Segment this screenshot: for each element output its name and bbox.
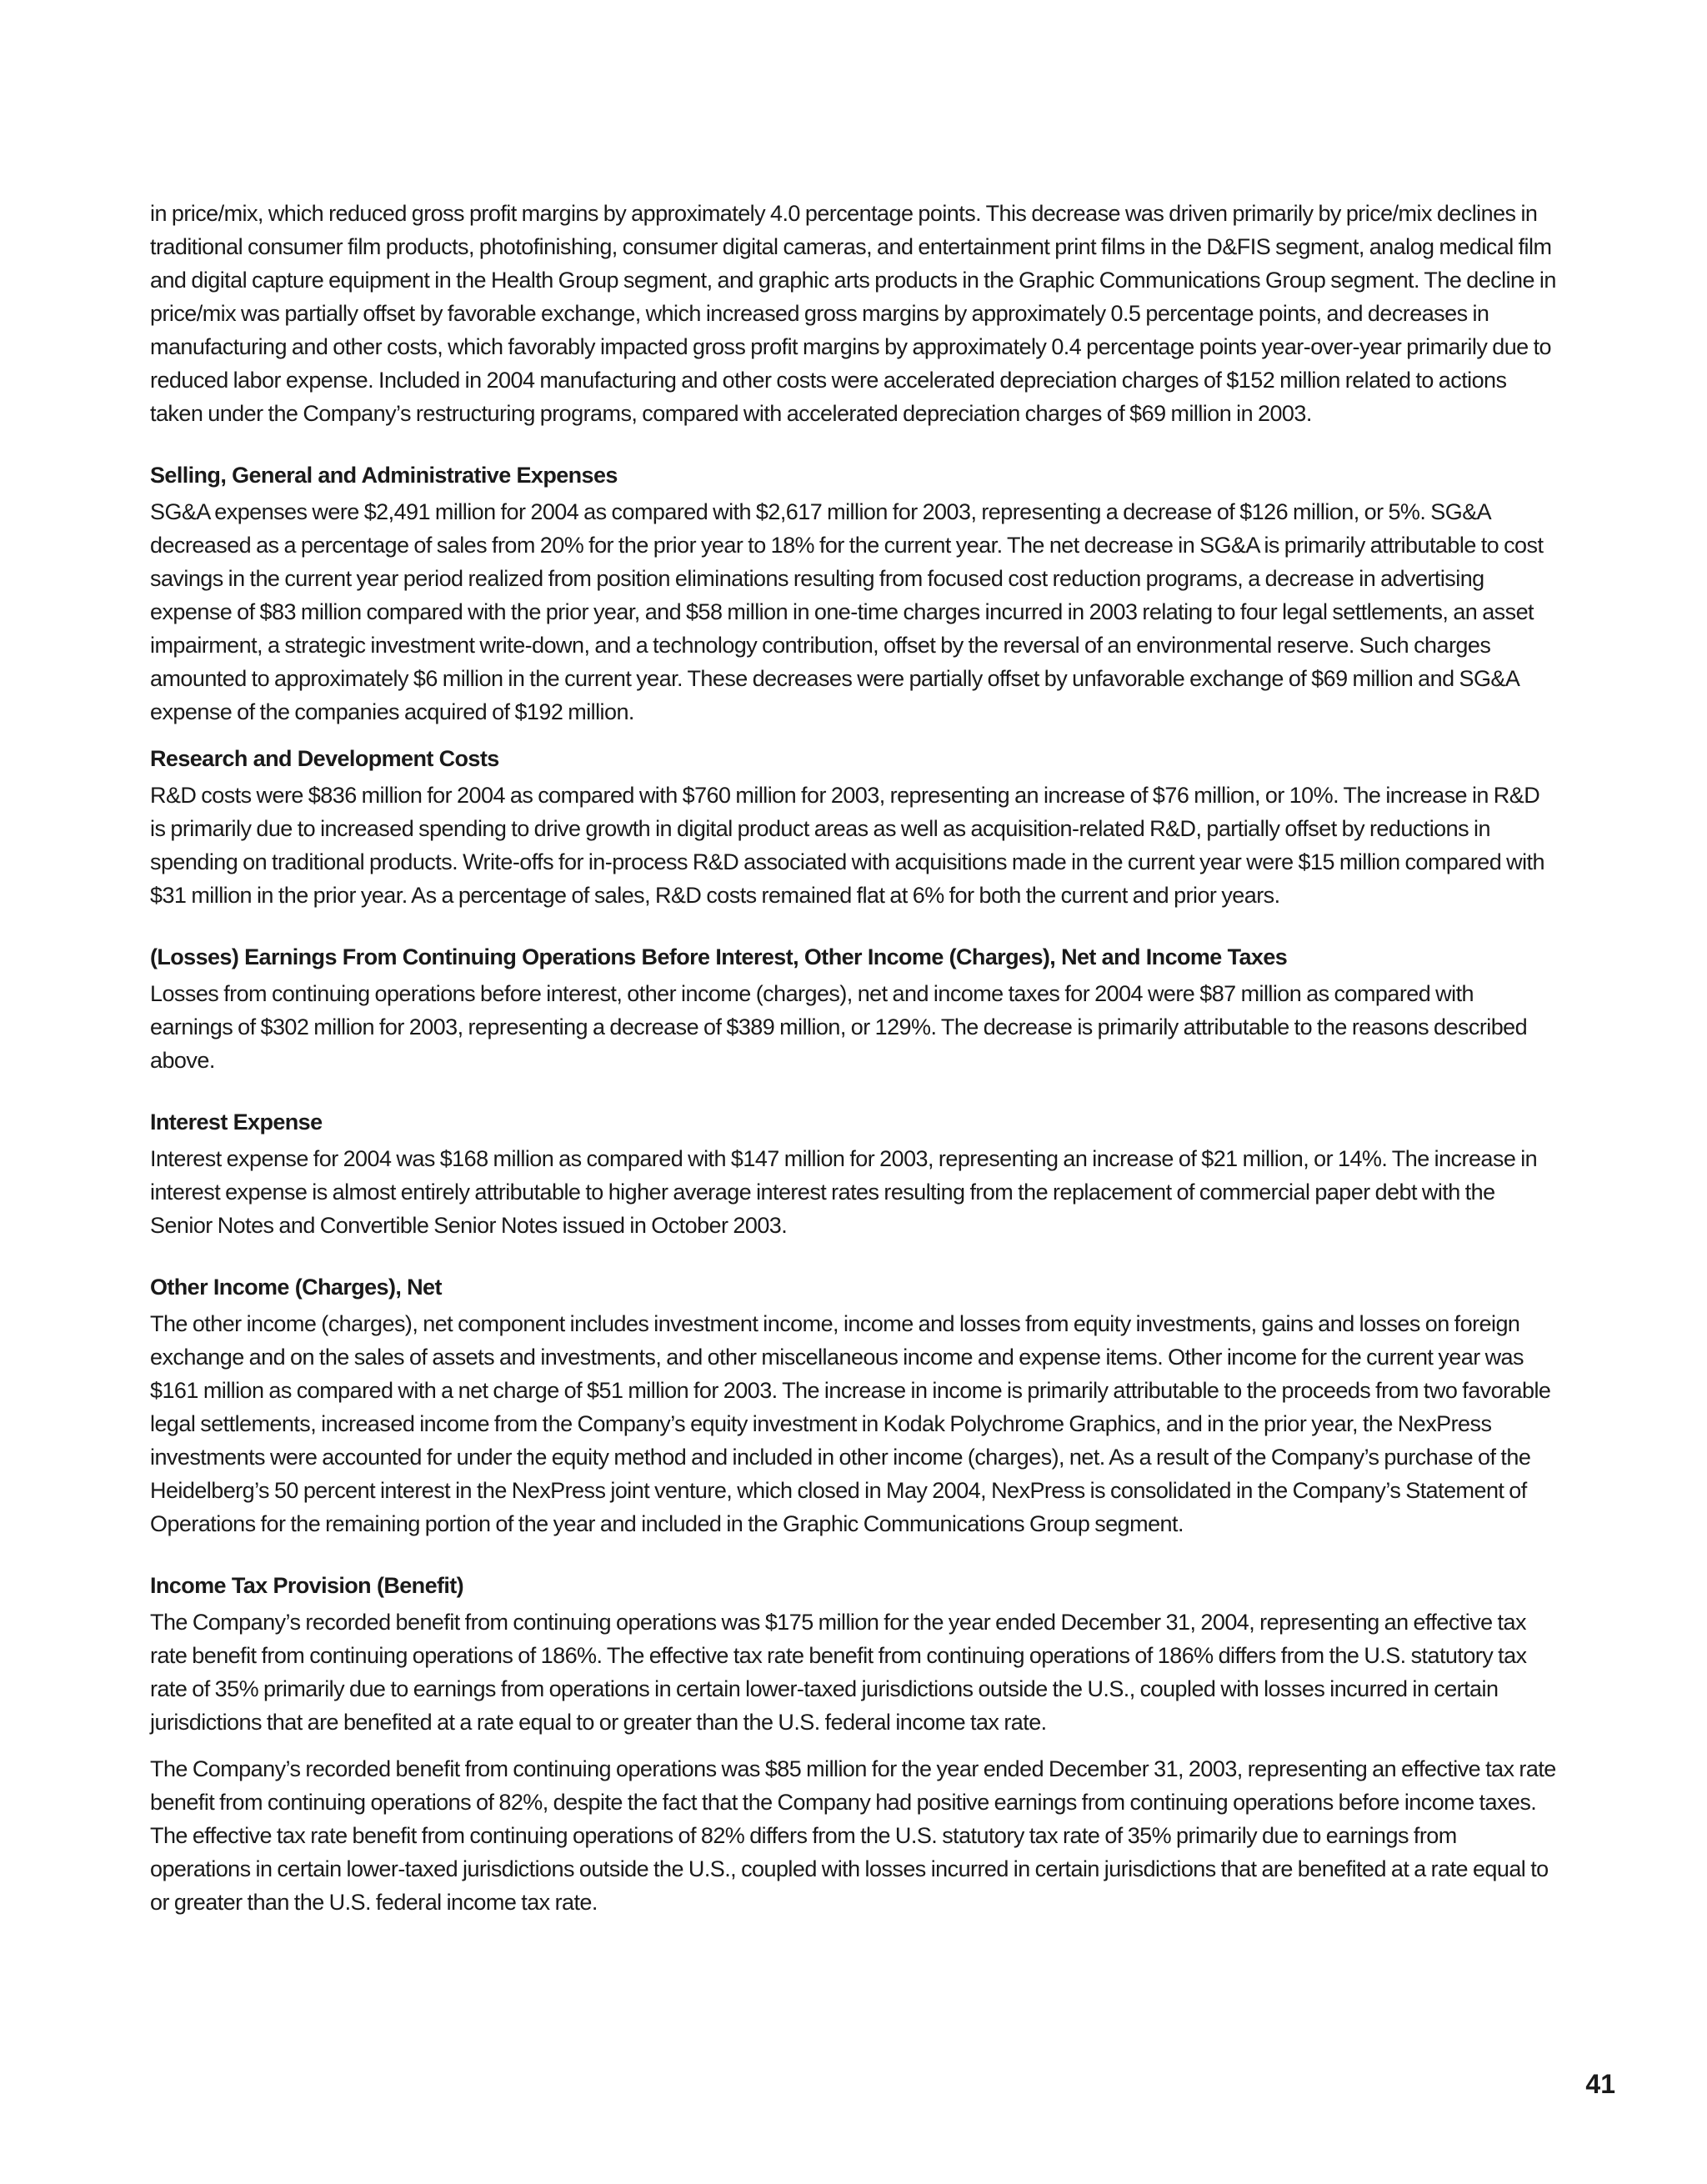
section-heading-income-tax: Income Tax Provision (Benefit) — [150, 1573, 464, 1598]
section-heading-losses-earnings: (Losses) Earnings From Continuing Operations Before Interest, Other Income (Charges), Net and Income Taxes — [150, 944, 1288, 969]
section-other-income — [150, 1270, 1559, 1540]
page-number: 41 — [1585, 2069, 1615, 2099]
section-sga — [150, 458, 1559, 729]
section-paragraph-losses-earnings: Losses from continuing operations before interest, other income (charges), net and income taxes for 2004 were $87 million as compared with earnings of $302 million for 2003, representing a decrease of $389 million, or 129%. The decrease is primarily attributable to the reasons described above. — [150, 981, 1528, 1073]
section-heading-sga: Selling, General and Administrative Expenses — [150, 463, 618, 488]
section-paragraph-interest-expense: Interest expense for 2004 was $168 million as compared with $147 million for 2003, representing an increase of $21 million, or 14%. The increase in interest expense is almost entirely attributable to higher average interest rates resulting from the replacement of commercial paper debt with the Senior Notes and Convertible Senior Notes issued in October 2003. — [150, 1146, 1538, 1238]
section-heading-other-income: Other Income (Charges), Net — [150, 1275, 442, 1300]
section-paragraph-rnd: R&D costs were $836 million for 2004 as compared with $760 million for 2003, representing an increase of $76 million, or 10%. The increase in R&D is primarily due to increased spending to drive growth in digital product areas as well as acquisition-related R&D, partially offset by reductions in spending on traditional products. Write-offs for in-process R&D associated with acquisitions made in the current year were $15 million compared with $31 million in the prior year. As a percentage of sales, R&D costs remained flat at 6% for both the current and prior years. — [150, 783, 1544, 908]
section-paragraph-other-income: The other income (charges), net component includes investment income, income and losses from equity investments, gains and losses on foreign exchange and on the sales of assets and investments, and other miscellaneous income and expense items. Other income for the current year was $161 million as compared with a net charge of $51 million for 2003. The increase in income is primarily attributable to the proceeds from two favorable legal settlements, increased income from the Company’s equity investment in Kodak Polychrome Graphics, and in the prior year, the NexPress investments were accounted for under the equity method and included in other income (charges), net. As a result of the Company’s purchase of the Heidelberg’s 50 percent interest in the NexPress joint venture, which closed in May 2004, NexPress is consolidated in the Company’s Statement of Operations for the remaining portion of the year and included in the Graphic Communications Group segment. — [150, 1311, 1551, 1536]
section-losses-earnings — [150, 940, 1559, 1077]
section-income-tax — [150, 1569, 1559, 1919]
section-paragraph-sga: SG&A expenses were $2,491 million for 2004 as compared with $2,617 million for 2003, representing a decrease of $126 million, or 5%. SG&A decreased as a percentage of sales from 20% for the prior year to 18% for the current year. The net decrease in SG&A is primarily attributable to cost savings in the current year period realized from position eliminations resulting from focused cost reduction programs, a decrease in advertising expense of $83 million compared with the prior year, and $58 million in one-time charges incurred in 2003 relating to four legal settlements, an asset impairment, a strategic investment write-down, and a technology contribution, offset by the reversal of an environmental reserve. Such charges amounted to approximately $6 million in the current year. These decreases were partially offset by unfavorable exchange of $69 million and SG&A expense of the companies acquired of $192 million. — [150, 499, 1544, 724]
intro-paragraph: in price/mix, which reduced gross profit margins by approximately 4.0 percentage points. This decrease was driven primarily by price/mix declines in traditional consumer film products, photofinishing, consumer digital cameras, and entertainment print films in the D&FIS segment, analog medical film and digital capture equipment in the Health Group segment, and graphic arts products in the Graphic Communications Group segment. The decline in price/mix was partially offset by favorable exchange, which increased gross margins by approximately 0.5 percentage points, and decreases in manufacturing and other costs, which favorably impacted gross profit margins by approximately 0.4 percentage points year-over-year primarily due to reduced labor expense. Included in 2004 manufacturing and other costs were accelerated depreciation charges of $152 million related to actions taken under the Company’s restructuring programs, compared with accelerated depreciation charges of $69 million in 2003. — [150, 201, 1556, 426]
page-body — [150, 197, 1559, 1919]
section-interest-expense — [150, 1105, 1559, 1242]
section-paragraph-income-tax-2004: The Company’s recorded benefit from continuing operations was $175 million for the year ended December 31, 2004, representing an effective tax rate benefit from continuing operations of 186%. The effective tax rate benefit from continuing operations of 186% differs from the U.S. statutory tax rate of 35% primarily due to earnings from operations in certain lower-taxed jurisdictions outside the U.S., coupled with losses incurred in certain jurisdictions that are benefited at a rate equal to or greater than the U.S. federal income tax rate. — [150, 1610, 1527, 1735]
section-rnd — [150, 742, 1559, 912]
section-paragraph-income-tax-2003: The Company’s recorded benefit from continuing operations was $85 million for the year ended December 31, 2003, representing an effective tax rate benefit from continuing operations of 82%, despite the fact that the Company had positive earnings from continuing operations before income taxes. The effective tax rate benefit from continuing operations of 82% differs from the U.S. statutory tax rate of 35% primarily due to earnings from operations in certain lower-taxed jurisdictions outside the U.S., coupled with losses incurred in certain jurisdictions that are benefited at a rate equal to or greater than the U.S. federal income tax rate. — [150, 1756, 1556, 1915]
section-heading-interest-expense: Interest Expense — [150, 1110, 323, 1135]
section-heading-rnd: Research and Development Costs — [150, 746, 499, 771]
